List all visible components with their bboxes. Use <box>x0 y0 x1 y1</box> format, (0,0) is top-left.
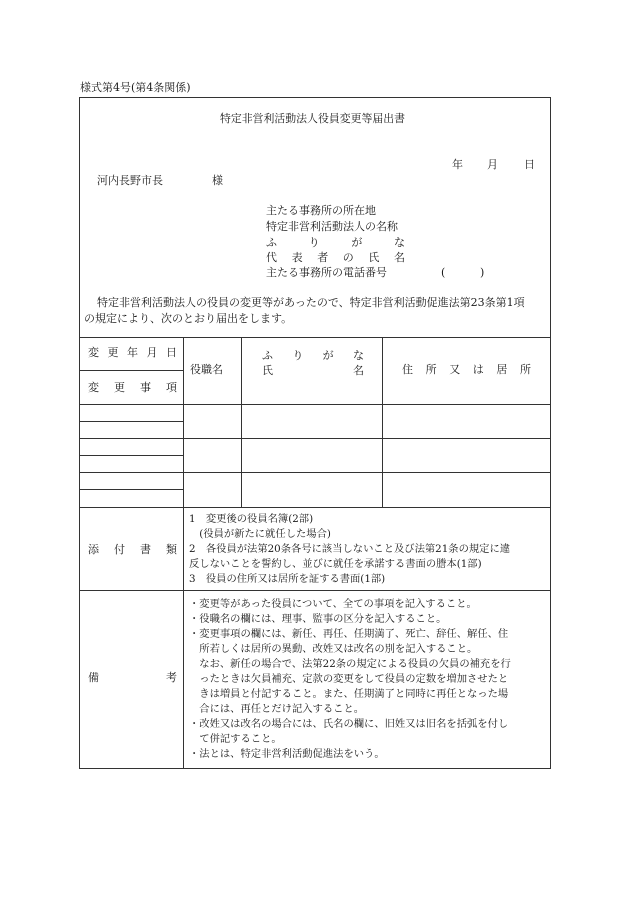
date-year: 年 <box>452 158 463 171</box>
date-day: 日 <box>524 158 535 171</box>
attachments-label <box>88 543 177 556</box>
rep-char: 名 <box>393 251 405 264</box>
furigana-char: り <box>308 236 320 249</box>
header-char: 月 <box>146 346 158 359</box>
addressee-honorific: 様 <box>212 174 223 187</box>
remark-line-9: ・改姓又は改名の場合には、氏名の欄に、旧姓又は旧名を括弧を付し <box>189 718 509 730</box>
header-name-right: 名 <box>353 364 364 377</box>
remark-line-2: ・役職名の欄には、理事、監事の区分を記入すること。 <box>189 613 447 625</box>
header-char: 事 <box>140 381 151 394</box>
applicant-representative-label <box>266 251 405 264</box>
attachment-line-1: 1 変更後の役員名簿(2部) <box>189 513 314 525</box>
header-furigana <box>262 349 364 362</box>
header-char: 住 <box>402 363 413 376</box>
row-line <box>79 455 183 456</box>
label-char: 添 <box>88 543 99 556</box>
label-char: 付 <box>114 543 125 556</box>
rep-char: 氏 <box>368 251 380 264</box>
header-char: 年 <box>127 346 138 359</box>
applicant-corp-name-label: 特定非営利活動法人の名称 <box>266 220 398 233</box>
header-char: 居 <box>496 363 508 376</box>
table-top-border <box>79 337 551 338</box>
header-char: は <box>472 363 484 376</box>
remark-line-7: きは増員と付記すること。また、任期満了と同時に再任となった場 <box>189 688 509 700</box>
attachments-top-border <box>79 507 551 508</box>
remarks-label-left: 備 <box>88 671 99 684</box>
remarks-label-right: 考 <box>166 671 177 684</box>
form-title: 特定非営利活動法人役員変更等届出書 <box>219 112 406 125</box>
attachment-line-4: 反しないことを誓約し、並びに就任を承諾する書面の謄本(1部) <box>189 558 482 570</box>
attachment-line-5: 3 役員の住所又は居所を証する書面(1部) <box>189 573 386 585</box>
row-line <box>79 489 183 490</box>
header-char: 更 <box>107 346 119 359</box>
col-divider-2 <box>241 337 242 508</box>
header-char: 更 <box>114 381 125 394</box>
header-char: な <box>352 349 364 362</box>
rep-char: 者 <box>317 251 329 264</box>
furigana-char: が <box>351 236 363 249</box>
furigana-char: な <box>393 236 405 249</box>
phone-paren-close: ) <box>480 266 485 279</box>
label-char: 書 <box>140 543 151 556</box>
remark-line-5: なお、新任の場合で、法第22条の規定による役員の欠員の補充を行 <box>189 658 511 670</box>
applicant-phone-label: 主たる事務所の電話番号 <box>266 266 387 279</box>
row-line <box>79 472 183 473</box>
applicant-furigana-label <box>266 236 405 249</box>
remark-line-1: ・変更等があった役員について、全ての事項を記入すること。 <box>189 598 477 610</box>
statement-line-1: 特定非営利活動法人の役員の変更等があったので、特定非営利活動促進法第23条第1項 <box>97 296 525 309</box>
header-char: 項 <box>166 381 177 394</box>
remarks-top-border <box>79 590 551 591</box>
header-char: 日 <box>166 346 177 359</box>
header-split-line <box>79 370 183 371</box>
remark-line-8: 合には、再任とだけ記入すること。 <box>189 703 365 715</box>
header-char: 又 <box>449 363 461 376</box>
header-char: 所 <box>425 363 437 376</box>
row-group-line <box>183 472 551 473</box>
header-char: 所 <box>519 363 531 376</box>
addressee-name: 河内長野市長 <box>97 174 163 187</box>
header-address <box>402 363 531 376</box>
remark-line-10: て併記すること。 <box>189 733 282 745</box>
header-change-date <box>88 346 177 359</box>
row-group-line <box>183 438 551 439</box>
applicant-address-label: 主たる事務所の所在地 <box>266 204 376 217</box>
rep-char: 表 <box>291 251 303 264</box>
row-line <box>79 421 183 422</box>
furigana-char: ふ <box>266 236 277 249</box>
label-column-divider <box>183 507 184 769</box>
date-month: 月 <box>487 158 498 171</box>
rep-char: 代 <box>266 251 277 264</box>
phone-paren-open: ( <box>441 266 446 279</box>
remark-line-4: 所若しくは居所の異動、改姓又は改名の別を記入すること。 <box>189 643 478 655</box>
header-char: 変 <box>88 346 99 359</box>
attachment-line-2: (役員が新たに就任した場合) <box>189 528 331 540</box>
remark-line-6: ったときは欠員補充、定款の変更をして役員の定数を増加させたと <box>189 673 509 685</box>
statement-line-2: の規定により、次のとおり届出をします。 <box>84 312 293 325</box>
col-divider-3 <box>382 337 383 508</box>
row-line <box>79 438 183 439</box>
header-change-item <box>88 381 177 394</box>
remark-line-3: ・変更事項の欄には、新任、再任、任期満了、死亡、辞任、解任、住 <box>189 628 509 640</box>
rep-char: の <box>342 251 354 264</box>
header-position: 役職名 <box>190 363 223 376</box>
label-char: 類 <box>166 543 177 556</box>
table-header-bottom-border <box>79 404 551 405</box>
remark-line-11: ・法とは、特定非営利活動促進法をいう。 <box>189 748 385 760</box>
header-char: 変 <box>88 381 99 394</box>
form-number: 様式第4号(第4条関係) <box>80 81 191 94</box>
header-char: が <box>322 349 334 362</box>
attachment-line-3: 2 各役員が法第20条各号に該当しないこと及び法第21条の規定に違 <box>189 543 511 555</box>
header-char: り <box>292 349 304 362</box>
col-divider-1 <box>183 337 184 508</box>
header-char: ふ <box>262 349 273 362</box>
header-name-left: 氏 <box>262 364 273 377</box>
